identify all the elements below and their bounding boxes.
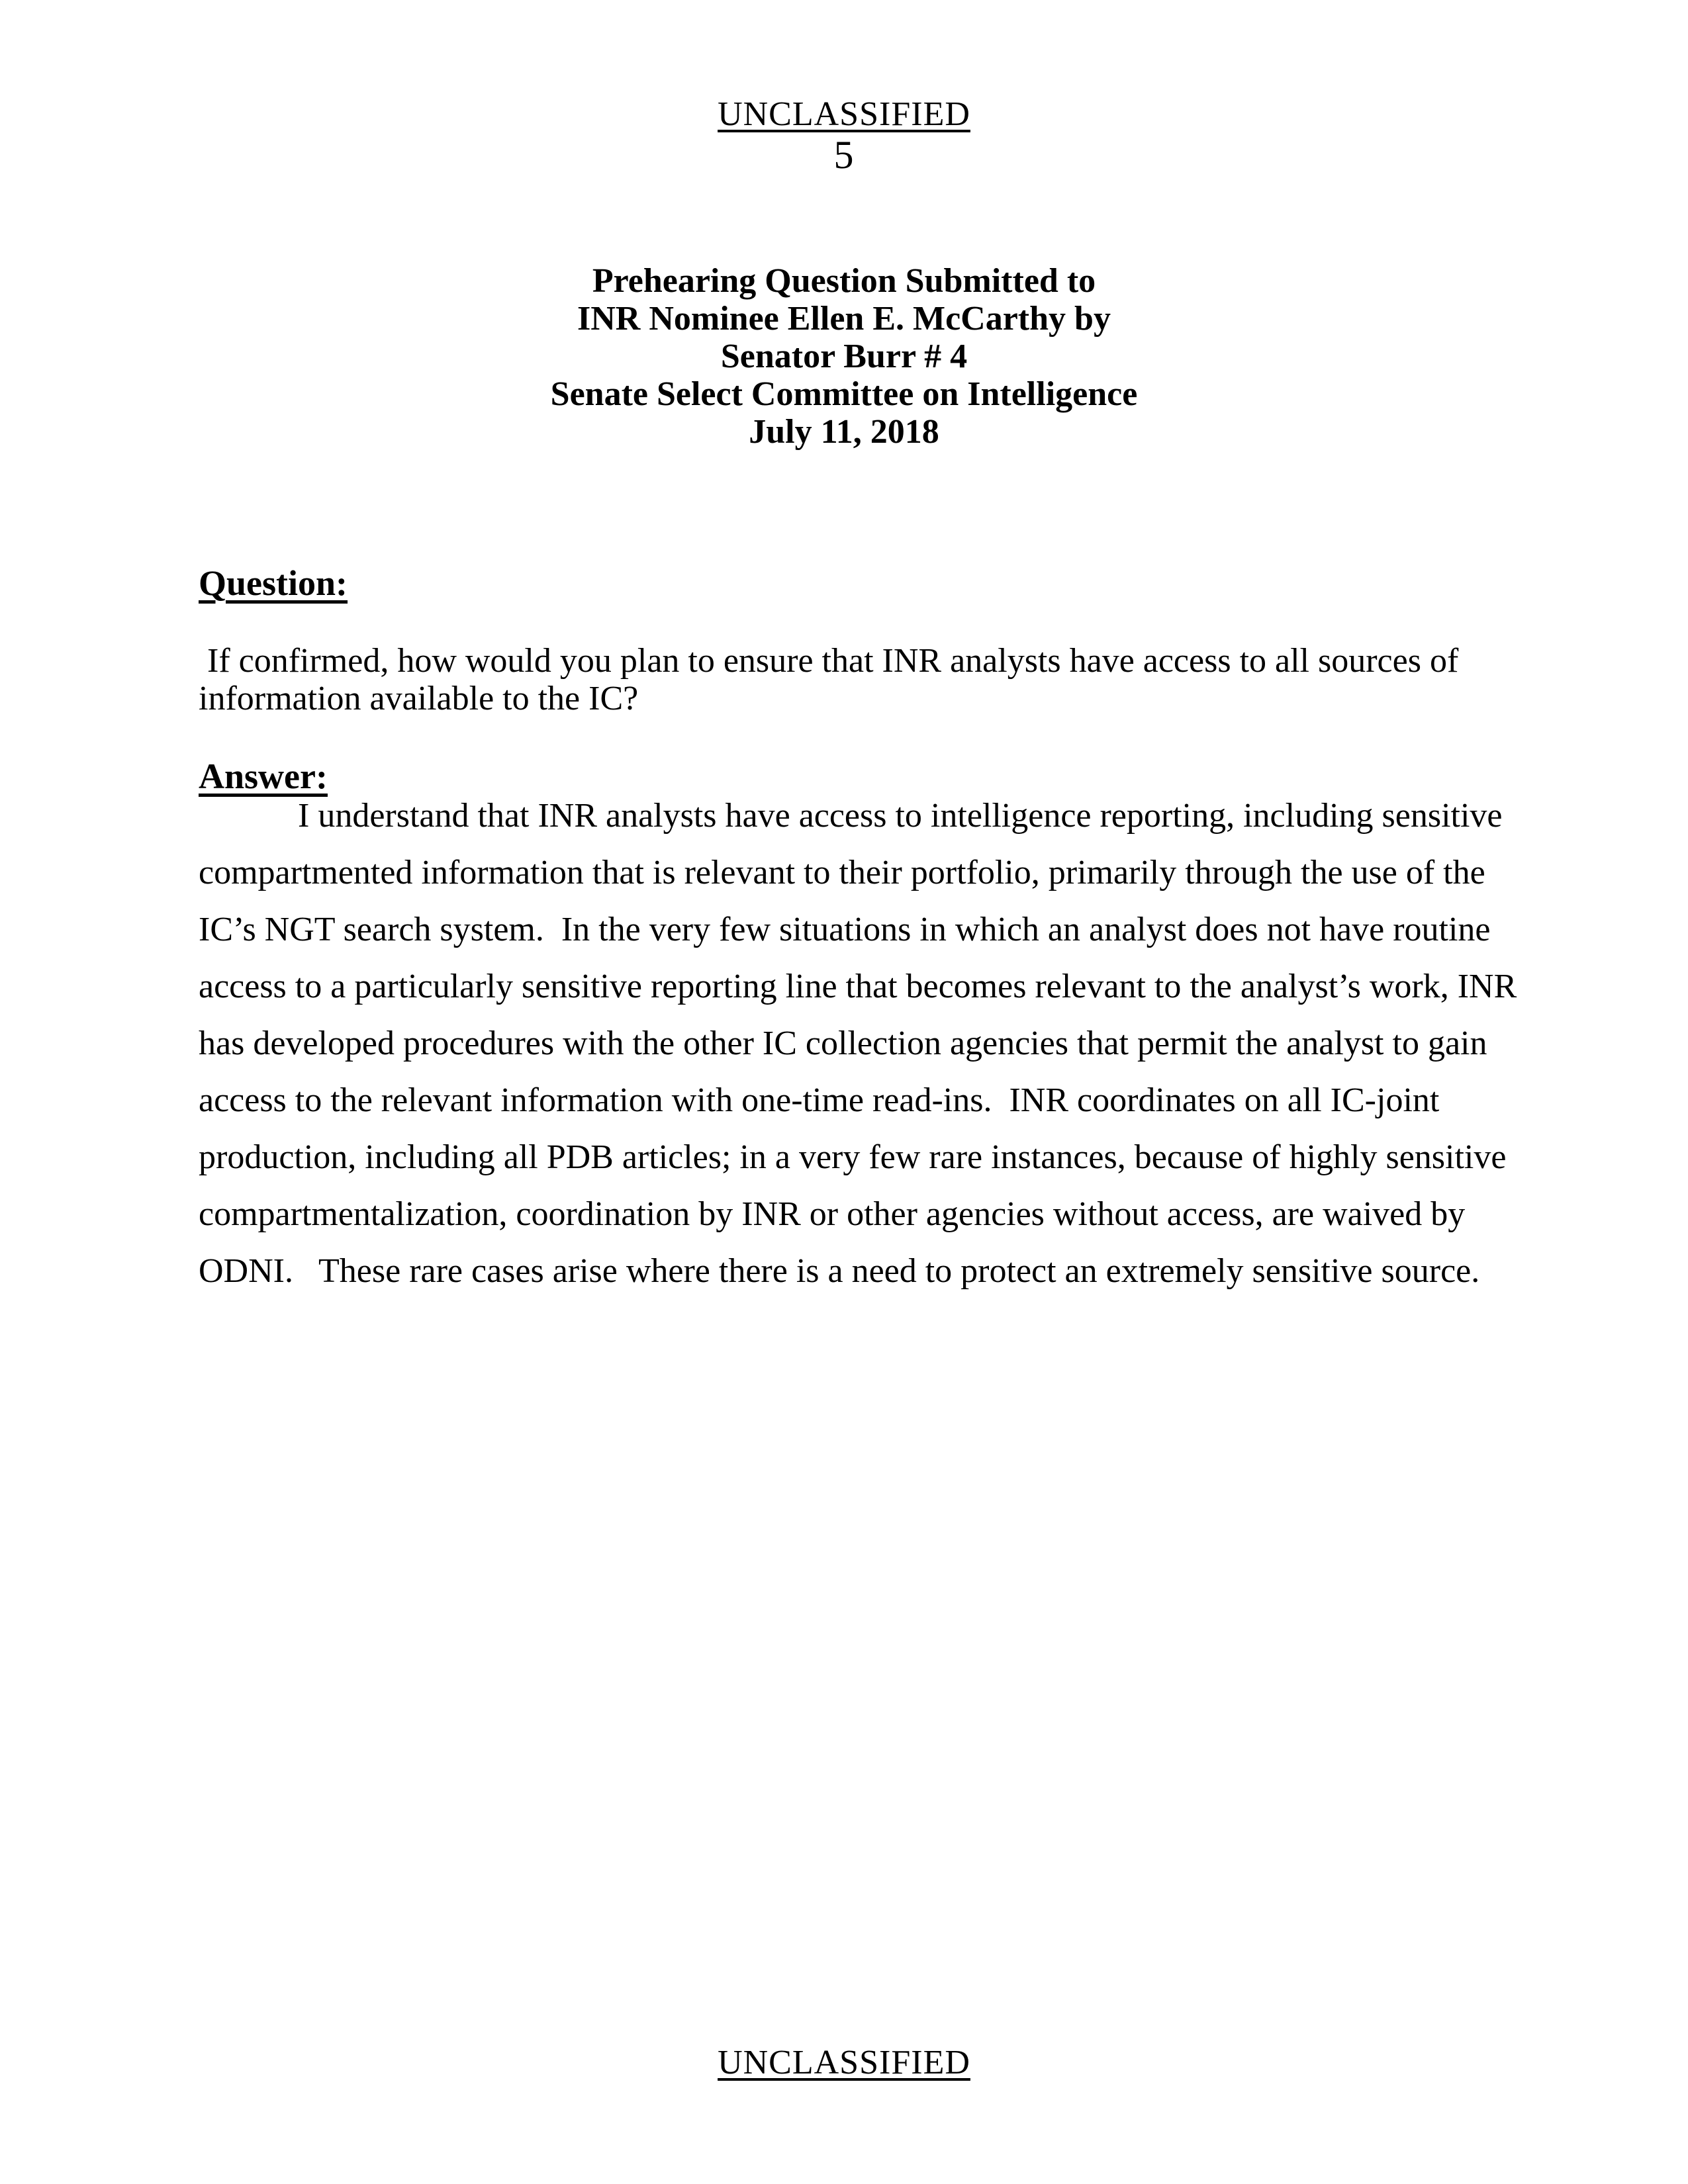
answer-line: IC’s NGT search system. In the very few situations in which an analyst does not have routine <box>199 911 1491 948</box>
answer-line: access to a particularly sensitive reporting line that becomes relevant to the analyst’s work, INR <box>199 968 1517 1005</box>
title-line: INR Nominee Ellen E. McCarthy by <box>577 300 1111 338</box>
title-line: Senator Burr # 4 <box>720 338 968 375</box>
footer-block <box>0 2044 1688 2081</box>
answer-line: compartmentalization, coordination by INR or other agencies without access, are waived by <box>199 1195 1466 1233</box>
question-line: If confirmed, how would you plan to ensure that INR analysts have access to all sources of <box>199 642 1459 680</box>
answer-line: I understand that INR analysts have access to intelligence reporting, including sensitive <box>199 797 1503 835</box>
answer-line: access to the relevant information with one-time read-ins. INR coordinates on all IC-joint <box>199 1081 1440 1119</box>
answer-line: production, including all PDB articles; in a very few rare instances, because of highly sensitive <box>199 1138 1507 1176</box>
question-paragraph <box>199 642 1523 717</box>
answer-line: has developed procedures with the other IC collection agencies that permit the analyst to gain <box>199 1024 1487 1062</box>
question-heading <box>199 565 1523 602</box>
page-number: 5 <box>833 133 855 177</box>
answer-paragraph <box>199 788 1523 1300</box>
header-block <box>0 95 1688 175</box>
answer-heading-text: Answer: <box>199 756 328 796</box>
document-title <box>0 262 1688 451</box>
footer-classification-text: UNCLASSIFIED <box>718 2044 970 2081</box>
question-heading-text: Question: <box>199 563 348 603</box>
answer-line: ODNI. These rare cases arise where there is a need to protect an extremely sensitive source. <box>199 1252 1480 1290</box>
title-line: July 11, 2018 <box>749 413 939 451</box>
question-line: information available to the IC? <box>199 680 639 717</box>
header-classification-banner <box>0 95 1688 134</box>
title-line: Prehearing Question Submitted to <box>592 262 1096 300</box>
classification-text: UNCLASSIFIED <box>718 95 970 133</box>
title-line: Senate Select Committee on Intelligence <box>550 375 1138 413</box>
answer-line: compartmented information that is relevant to their portfolio, primarily through the use of the <box>199 854 1485 891</box>
